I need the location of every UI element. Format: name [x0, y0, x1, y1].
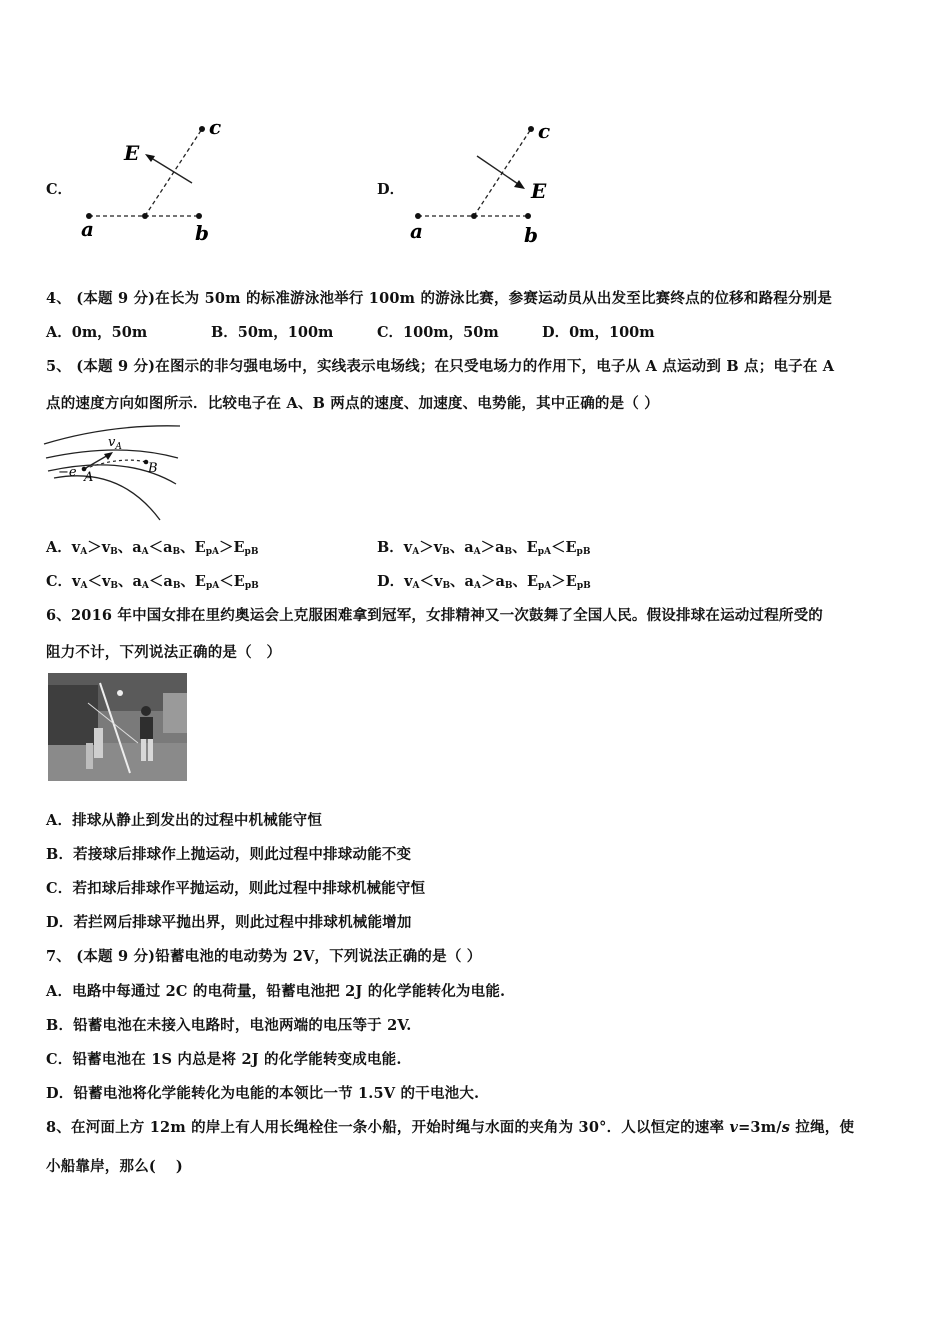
- question-6-stem-line1: 6、2016 年中国女排在里约奥运会上克服困难拿到冠军，女排精神又一次鼓舞了全国人民。假设排球在运动过程所受的: [46, 607, 823, 624]
- q7-option-d: D．铅蓄电池将化学能转化为电能的本领比一节 1.5V 的干电池大.: [46, 1085, 480, 1102]
- label-a: a: [81, 217, 94, 241]
- q7-option-c: C．铅蓄电池在 1S 内总是将 2J 的化学能转变成电能.: [46, 1051, 402, 1068]
- q6-option-c: C．若扣球后排球作平抛运动，则此过程中排球机械能守恒: [46, 880, 426, 897]
- option-c-label: C．: [46, 181, 73, 198]
- label-e: E: [124, 141, 140, 165]
- label-a: a: [410, 219, 423, 243]
- question-6-stem-line2: 阻力不计，下列说法正确的是（ ）: [46, 644, 282, 661]
- q4-option-a: A．0m，50m: [46, 324, 148, 341]
- label-e: E: [531, 179, 547, 203]
- field-diagram-d: [404, 112, 574, 247]
- q5-option-b: B．$v_A>v_B$、$a_A>a_B$、$E_{pA}<E_{pB}$: [377, 539, 591, 557]
- label-velocity: $v_A$: [108, 435, 122, 452]
- q5-option-d: D．$v_A<v_B$、$a_A>a_B$、$E_{pA}>E_{pB}$: [377, 573, 591, 591]
- q4-option-d: D．0m，100m: [542, 324, 655, 341]
- label-c: c: [209, 115, 222, 139]
- question-4-stem: 4、 (本题 9 分)在长为 50m 的标准游泳池举行 100m 的游泳比赛，参赛运动员从出发至比赛终点的位移和路程分别是: [46, 290, 833, 307]
- q7-option-a: A．电路中每通过 2C 的电荷量，铅蓄电池把 2J 的化学能转化为电能.: [46, 983, 506, 1000]
- option-d-label: D．: [377, 181, 405, 198]
- question-5-stem-line2: 点的速度方向如图所示．比较电子在 A、B 两点的速度、加速度、电势能，其中正确的是（ ）: [46, 395, 659, 412]
- q6-option-d: D．若拦网后排球平抛出界，则此过程中排球机械能增加: [46, 914, 412, 931]
- q6-option-a: A．排球从静止到发出的过程中机械能守恒: [46, 812, 323, 829]
- electric-field-diagram: [40, 422, 185, 522]
- volleyball-photo: [48, 673, 187, 781]
- q7-option-b: B．铅蓄电池在未接入电路时，电池两端的电压等于 2V.: [46, 1017, 412, 1034]
- field-diagram-c: [75, 112, 235, 247]
- label-b: b: [195, 221, 209, 245]
- q5-option-a: A．$v_A>v_B$、$a_A<a_B$、$E_{pA}>E_{pB}$: [46, 539, 259, 557]
- q4-option-b: B．50m，100m: [211, 324, 334, 341]
- q6-option-b: B．若接球后排球作上抛运动，则此过程中排球动能不变: [46, 846, 412, 863]
- question-8-stem-line1: 8、在河面上方 12m 的岸上有人用长绳栓住一条小船，开始时绳与水面的夹角为 30°．人以恒定的速率 v=3m/s 拉绳，使: [46, 1119, 855, 1136]
- question-8-stem-line2: 小船靠岸，那么( ): [46, 1158, 183, 1175]
- question-5-stem-line1: 5、 (本题 9 分)在图示的非匀强电场中，实线表示电场线；在只受电场力的作用下，电子从 A 点运动到 B 点；电子在 A: [46, 358, 835, 375]
- label-point-b: B: [148, 461, 158, 476]
- label-point-a: A: [84, 470, 94, 485]
- label-b: b: [524, 223, 538, 247]
- q4-option-c: C．100m，50m: [377, 324, 499, 341]
- label-c: c: [538, 119, 551, 143]
- label-electron: −e: [58, 465, 77, 480]
- question-7-stem: 7、 (本题 9 分)铅蓄电池的电动势为 2V，下列说法正确的是（ ）: [46, 948, 482, 965]
- q5-option-c: C．$v_A<v_B$、$a_A<a_B$、$E_{pA}<E_{pB}$: [46, 573, 259, 591]
